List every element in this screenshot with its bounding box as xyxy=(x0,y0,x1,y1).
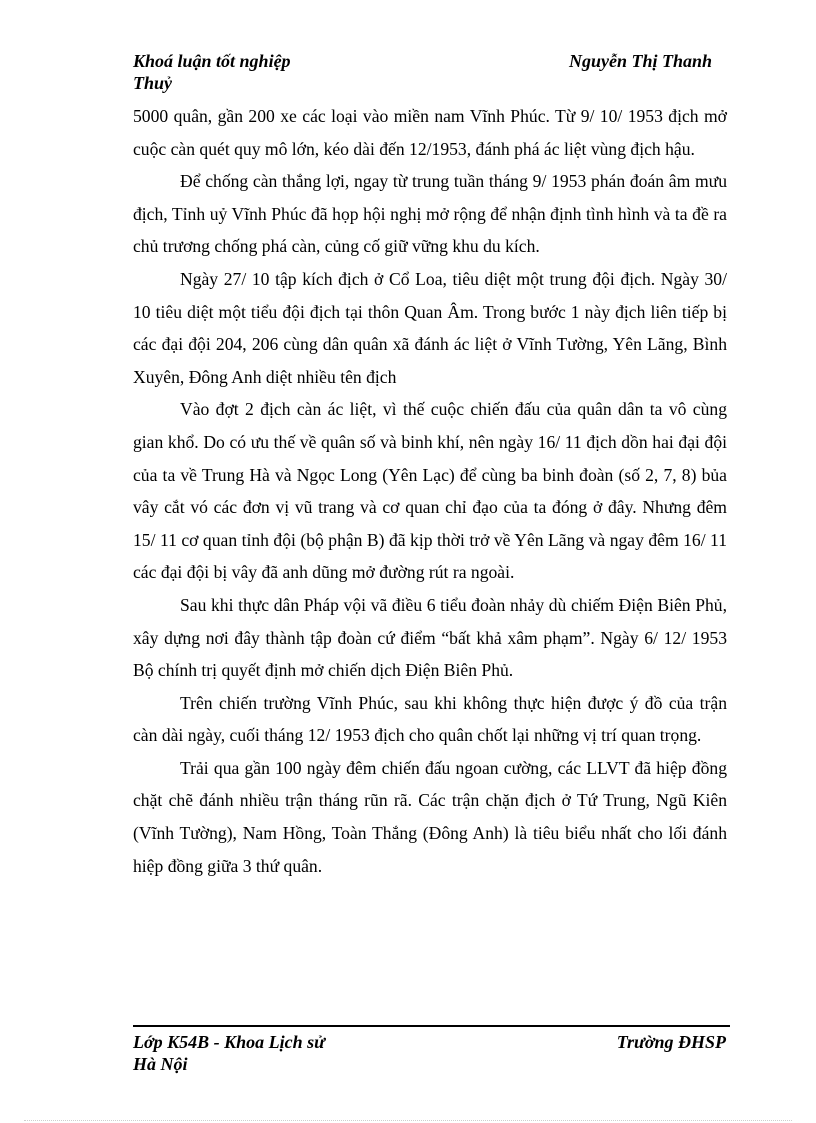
footer-divider xyxy=(133,1025,730,1027)
page-bottom-edge xyxy=(24,1120,792,1121)
paragraph: Trải qua gần 100 ngày đêm chiến đấu ngoan cường, các LLVT đã hiệp đồng chặt chẽ đánh nhiều trận tháng rũn rã. Các trận chặn địch ở Tứ Trung, Ngũ Kiên (Vĩnh Tường), Nam Hồng, Toàn Thắng (Đông Anh) là tiêu biểu nhất cho lối đánh hiệp đồng giữa 3 thứ quân. xyxy=(133,757,727,876)
footer-class-department: Lớp K54B - Khoa Lịch sử xyxy=(133,1032,325,1052)
paragraph: Để chống càn thắng lợi, ngay từ trung tuần tháng 9/ 1953 phán đoán âm mưu địch, Tỉnh uỷ Vĩnh Phúc đã họp hội nghị mở rộng để nhận định tình hình và ta đề ra chủ trương chống phá càn, củng cố giữ vững khu du kích. xyxy=(133,171,727,257)
header-author-name: Nguyễn Thị Thanh xyxy=(568,51,712,71)
header-thesis-title: Khoá luận tốt nghiệp xyxy=(133,51,291,71)
paragraph-continued: 5000 quân, gần 200 xe các loại vào miền nam Vĩnh Phúc. Từ 9/ 10/ 1953 địch mở cuộc càn quét quy mô lớn, kéo dài đến 12/1953, đánh phá ác liệt vùng địch hậu. xyxy=(133,106,727,159)
paragraph: Trên chiến trường Vĩnh Phúc, sau khi không thực hiện được ý đồ của trận càn dài ngày, cuối tháng 12/ 1953 địch cho quân chốt lại những vị trí quan trọng. xyxy=(133,692,727,746)
paragraph: Vào đợt 2 địch càn ác liệt, vì thế cuộc chiến đấu của quân dân ta vô cùng gian khổ. Do có ưu thế về quân số và binh khí, nên ngày 16/ 11 địch dồn hai đại đội của ta về Trung Hà và Ngọc Long (Yên Lạc) để cùng ba binh đoàn (số 2, 7, 8) bủa vây cắt vó các đơn vị vũ trang và cơ quan chỉ đạo của ta đóng ở đây. Nhưng đêm 15/ 11 cơ quan tỉnh đội (bộ phận B) đã kịp thời trở về Yên Lãng và ngay đêm 16/ 11 các đại đội bị vây đã anh dũng mở đường rút ra ngoài. xyxy=(133,399,727,583)
header-author-name-continued: Thuỷ xyxy=(133,73,173,93)
paragraph: Sau khi thực dân Pháp vội vã điều 6 tiểu đoàn nhảy dù chiếm Điện Biên Phủ, xây dựng nơi đây thành tập đoàn cứ điểm “bất khả xâm phạm”. Ngày 6/ 12/ 1953 Bộ chính trị quyết định mở chiến dịch Điện Biên Phủ. xyxy=(133,594,727,681)
page-footer xyxy=(133,1031,730,1081)
footer-city: Hà Nội xyxy=(133,1054,188,1074)
paragraph: Ngày 27/ 10 tập kích địch ở Cổ Loa, tiêu diệt một trung đội địch. Ngày 30/ 10 tiêu diệt một tiểu đội địch tại thôn Quan Âm. Trong bước 1 này địch liên tiếp bị các đại đội 204, 206 cùng dân quân xã đánh ác liệt ở Vĩnh Tường, Yên Lãng, Bình Xuyên, Đông Anh diệt nhiều tên địch xyxy=(133,268,727,387)
footer-university: Trường ĐHSP xyxy=(616,1032,726,1052)
document-body xyxy=(133,100,727,882)
